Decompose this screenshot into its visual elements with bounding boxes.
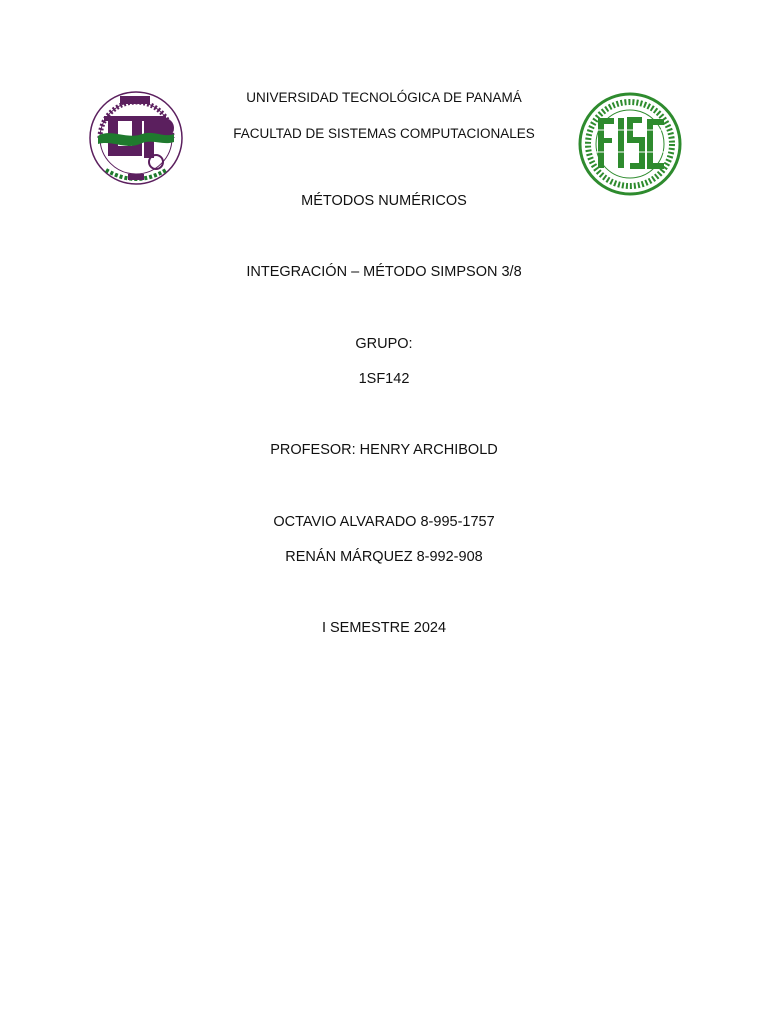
group-value: 1SF142 xyxy=(358,371,410,387)
group-label: GRUPO: xyxy=(355,336,413,352)
student-name: OCTAVIO ALVARADO 8-995-1757 xyxy=(273,514,495,530)
university-name: UNIVERSIDAD TECNOLÓGICA DE PANAMÁ xyxy=(246,90,522,105)
student-name: RENÁN MÁRQUEZ 8-992-908 xyxy=(285,549,483,565)
semester: I SEMESTRE 2024 xyxy=(321,620,447,636)
fisc-seal-icon xyxy=(576,90,684,198)
faculty-name: FACULTAD DE SISTEMAS COMPUTACIONALES xyxy=(233,126,535,141)
topic-title: INTEGRACIÓN – MÉTODO SIMPSON 3/8 xyxy=(246,264,522,280)
course-title: MÉTODOS NUMÉRICOS xyxy=(301,193,467,209)
professor-name: PROFESOR: HENRY ARCHIBOLD xyxy=(270,442,498,458)
